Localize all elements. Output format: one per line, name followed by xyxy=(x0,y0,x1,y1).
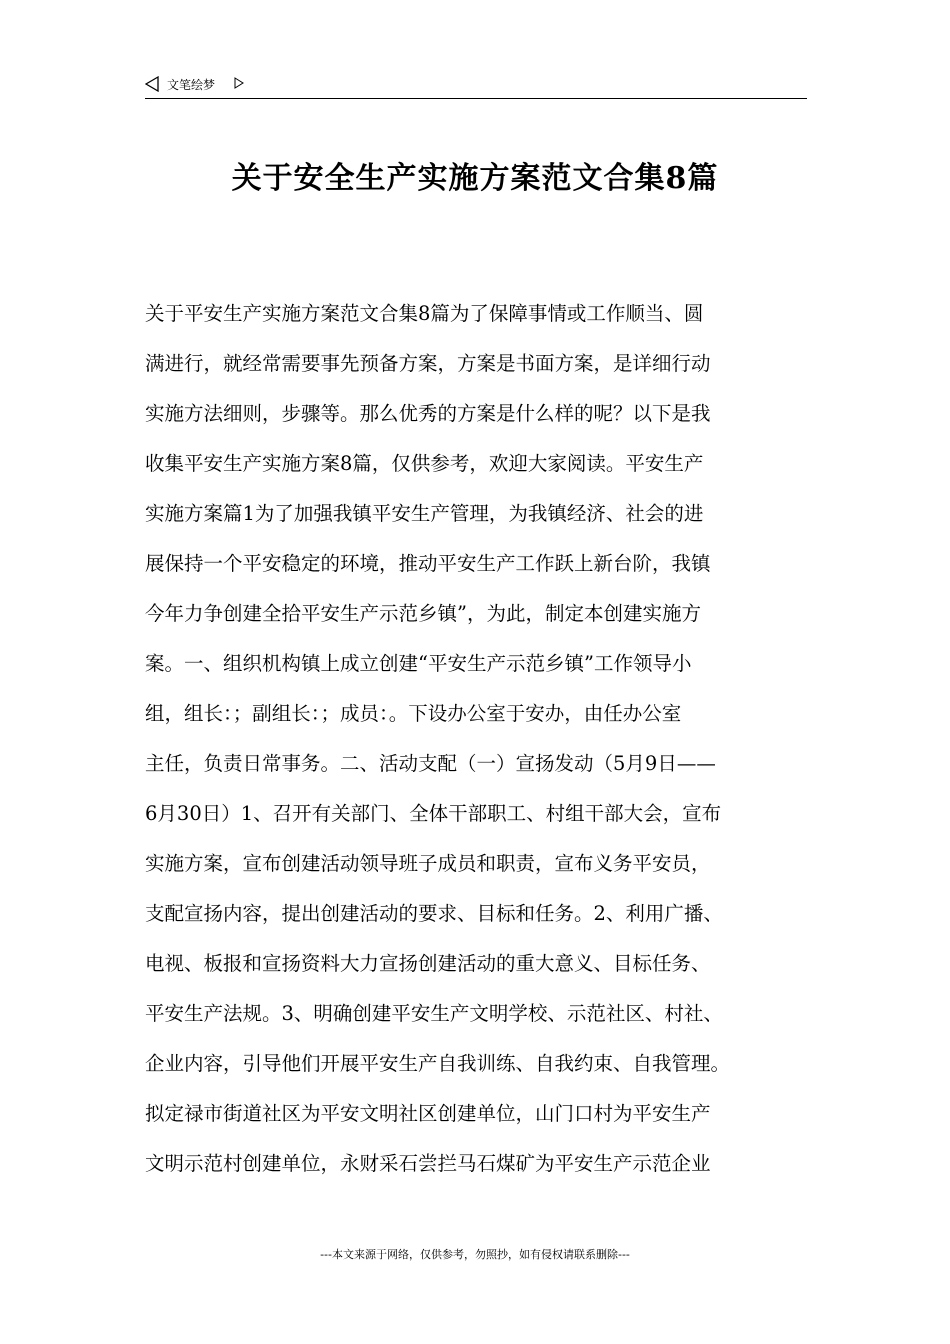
body-line: 实施方法细则，步骤等。那么优秀的方案是什么样的呢？以下是我 xyxy=(145,402,711,425)
left-triangle-icon xyxy=(145,76,159,92)
body-line: 主任，负责日常事务。二、活动支配（一）宣扬发动（5月9日—— xyxy=(145,752,716,775)
page-header xyxy=(145,74,807,99)
body-line: 今年力争创建全拾平安生产示范乡镇”，为此，制定本创建实施方 xyxy=(145,602,701,625)
body-line: 企业内容，引导他们开展平安生产自我训练、自我约束、自我管理。 xyxy=(145,1052,731,1075)
body-line: 关于平安生产实施方案范文合集8篇为了保障事情或工作顺当、圆 xyxy=(145,302,704,325)
body-line: 6月30日）1、召开有关部门、全体干部职工、村组干部大会，宣布 xyxy=(145,802,722,825)
body-line: 组，组长：；副组长：；成员：。下设办公室于安办，由任办公室 xyxy=(145,702,682,725)
body-line: 文明示范村创建单位，永财采石尝拦马石煤矿为平安生产示范企业 xyxy=(145,1152,711,1175)
header-brand-text: 文笔绘梦 xyxy=(167,78,216,92)
document-title: 关于安全生产实施方案范文合集8篇 xyxy=(231,161,719,196)
body-line: 实施方案篇1为了加强我镇平安生产管理，为我镇经济、社会的进 xyxy=(145,502,704,525)
body-line: 拟定禄市街道社区为平安文明社区创建单位，山门口村为平安生产 xyxy=(145,1102,711,1125)
right-triangle-icon xyxy=(234,77,244,89)
body-line: 收集平安生产实施方案8篇，仅供参考，欢迎大家阅读。平安生产 xyxy=(145,452,704,475)
document-body xyxy=(145,295,825,1195)
body-line: 展保持一个平安稳定的环境，推动平安生产工作跃上新台阶，我镇 xyxy=(145,552,711,575)
body-line: 平安生产法规。3、明确创建平安生产文明学校、示范社区、村社、 xyxy=(145,1002,723,1025)
body-line: 电视、板报和宣扬资料大力宣扬创建活动的重大意义、目标任务、 xyxy=(145,952,711,975)
body-line: 实施方案，宣布创建活动领导班子成员和职责，宣布义务平安员， xyxy=(145,852,711,875)
body-line: 支配宣扬内容，提出创建活动的要求、目标和任务。2、利用广播、 xyxy=(145,902,723,925)
body-line: 案。一、组织机构镇上成立创建“平安生产示范乡镇”工作领导小 xyxy=(145,652,692,675)
page-footer: ---本文来源于网络，仅供参考，勿照抄，如有侵权请联系删除--- xyxy=(320,1248,630,1261)
body-line: 满进行，就经常需要事先预备方案，方案是书面方案，是详细行动 xyxy=(145,352,711,375)
